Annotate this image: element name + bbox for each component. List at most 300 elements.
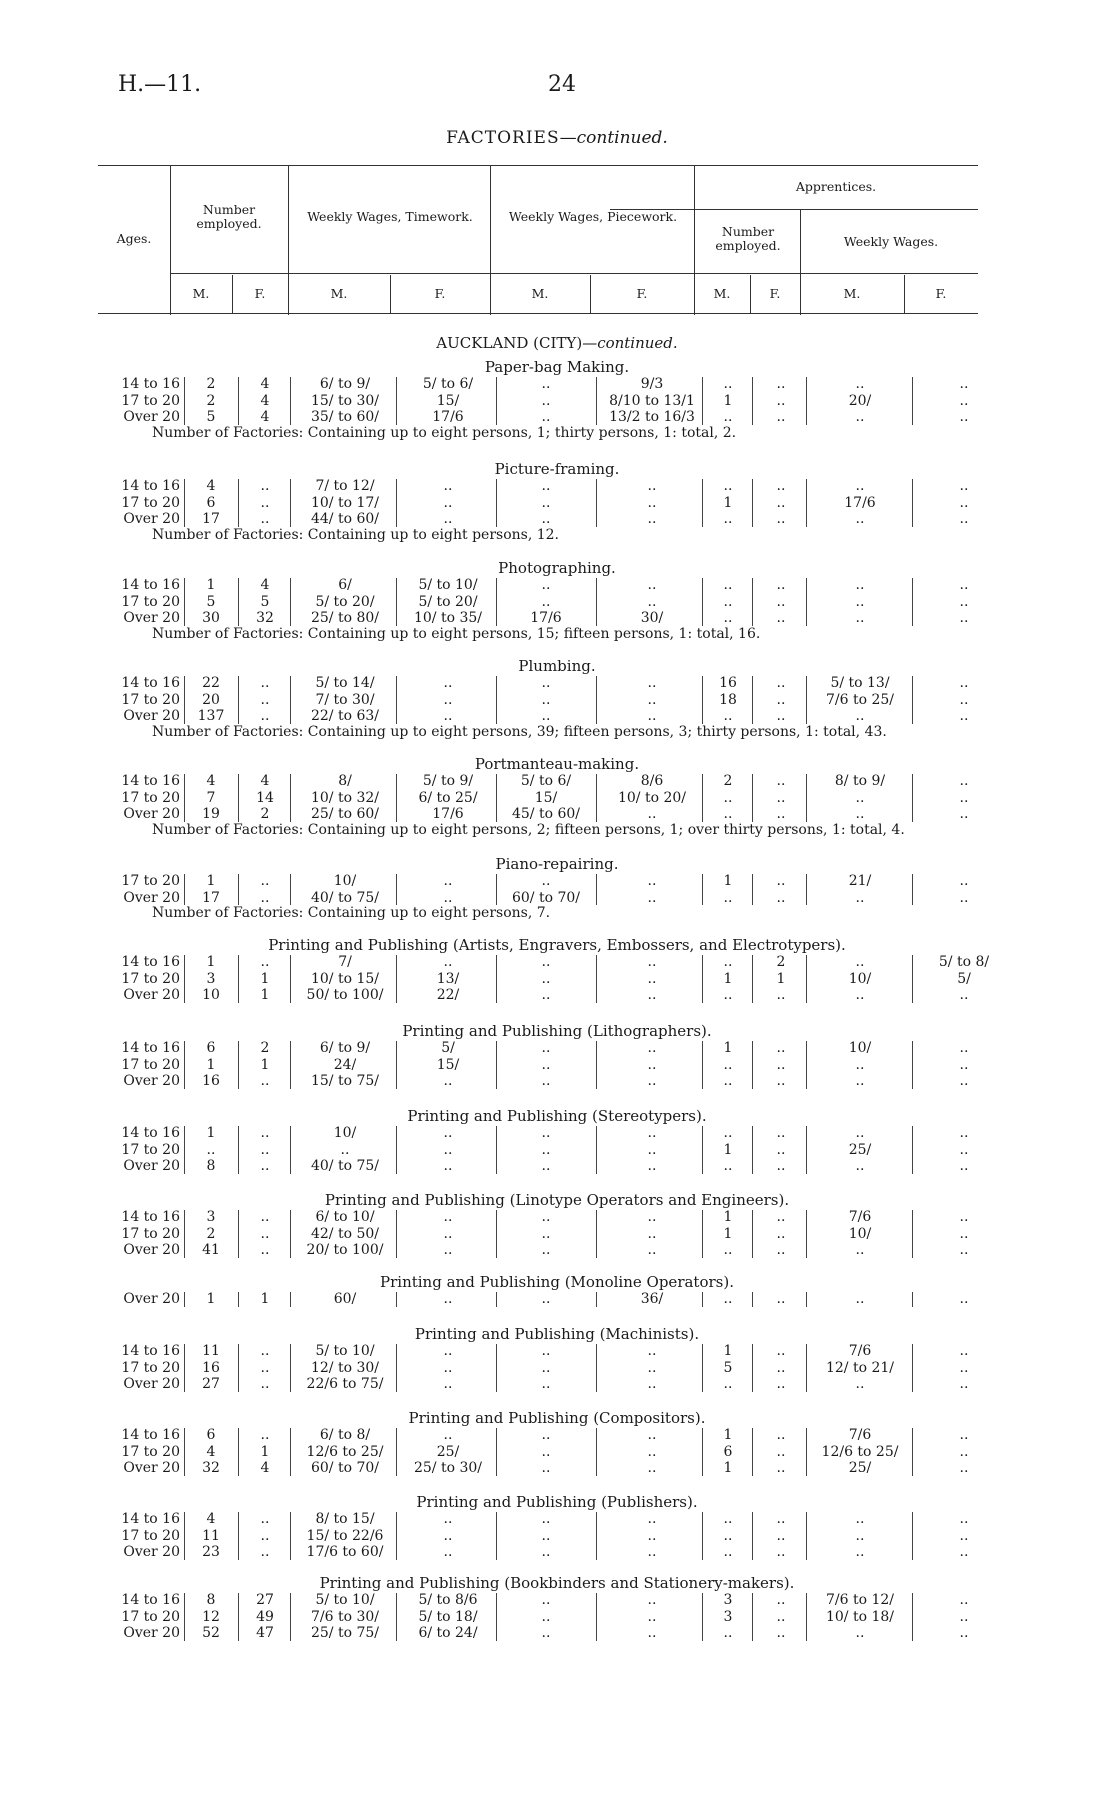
row-cell: ..: [541, 1125, 551, 1141]
row-cell: 2: [260, 806, 270, 823]
row-cell: ..: [260, 675, 270, 691]
row-cell: ..: [776, 1209, 786, 1225]
column-rule: [238, 377, 239, 425]
row-cell: ..: [443, 708, 453, 725]
row-cell: 2: [260, 1040, 270, 1056]
column-rule: [184, 1041, 185, 1089]
column-rule: [238, 479, 239, 527]
column-rule: [290, 1292, 291, 1307]
row-cell: ..: [443, 873, 453, 889]
column-rule: [752, 1428, 753, 1476]
column-rule: [596, 774, 597, 822]
row-cell: 17/6: [432, 409, 464, 426]
row-cell: 6: [723, 1443, 733, 1460]
row-cell: ..: [443, 1209, 453, 1225]
table-row: [0, 610, 1114, 627]
row-cell: ..: [541, 1291, 551, 1307]
table-row: [0, 1427, 1114, 1444]
row-cell: 5/ to 8/: [938, 954, 990, 970]
column-rule: [396, 1041, 397, 1089]
row-cell: ..: [723, 987, 733, 1004]
row-cell: ..: [855, 889, 865, 906]
row-age: 14 to 16: [121, 1592, 180, 1608]
row-cell: ..: [959, 1427, 969, 1443]
row-cell: ..: [647, 511, 657, 528]
row-age: 14 to 16: [121, 954, 180, 970]
row-cell: ..: [647, 1527, 657, 1544]
column-rule: [702, 377, 703, 425]
column-rule: [596, 1512, 597, 1560]
sub-f: F.: [254, 286, 266, 301]
row-cell: 1: [206, 1291, 216, 1307]
row-cell: ..: [723, 789, 733, 806]
row-cell: ..: [443, 691, 453, 708]
column-rule: [396, 1428, 397, 1476]
row-cell: ..: [855, 409, 865, 426]
row-cell: ..: [647, 691, 657, 708]
row-cell: 19: [202, 806, 220, 823]
column-rule: [238, 1126, 239, 1174]
row-cell: 1: [723, 392, 733, 409]
row-cell: ..: [541, 1544, 551, 1561]
row-cell: ..: [855, 577, 865, 593]
row-cell: ..: [443, 1141, 453, 1158]
row-cell: 32: [256, 610, 274, 627]
row-cell: ..: [541, 1343, 551, 1359]
column-rule: [912, 1126, 913, 1174]
row-cell: 10/ to 20/: [617, 789, 687, 806]
row-cell: 22: [202, 675, 220, 691]
row-cell: ..: [959, 409, 969, 426]
row-cell: 25/: [848, 1141, 872, 1158]
row-age: 17 to 20: [121, 1608, 180, 1625]
row-cell: ..: [959, 708, 969, 725]
column-rule: [238, 874, 239, 905]
row-cell: 4: [260, 773, 270, 789]
column-rule: [290, 774, 291, 822]
row-cell: ..: [776, 1056, 786, 1073]
row-cell: ..: [723, 1511, 733, 1527]
row-cell: 16: [202, 1359, 220, 1376]
row-cell: ..: [855, 1376, 865, 1393]
row-cell: ..: [959, 987, 969, 1004]
column-rule: [396, 676, 397, 724]
row-cell: 4: [206, 773, 216, 789]
row-cell: 5: [206, 409, 216, 426]
column-rule: [806, 1292, 807, 1307]
trade-title: Piano-repairing.: [495, 855, 619, 873]
column-rule: [806, 479, 807, 527]
column-rule: [290, 578, 291, 626]
row-cell: 4: [260, 409, 270, 426]
row-cell: ..: [959, 1527, 969, 1544]
row-cell: 17: [202, 511, 220, 528]
row-cell: ..: [723, 1625, 733, 1642]
row-cell: ..: [647, 577, 657, 593]
row-cell: 18: [719, 691, 737, 708]
row-cell: ..: [776, 1073, 786, 1090]
row-cell: ..: [260, 494, 270, 511]
table-row: [0, 495, 1114, 512]
row-cell: ..: [959, 577, 969, 593]
row-cell: ..: [443, 1376, 453, 1393]
table-row: [0, 511, 1114, 528]
sub-m: M.: [843, 286, 861, 301]
column-header-table: [98, 165, 978, 315]
column-rule: [596, 1041, 597, 1089]
row-cell: 5/ to 14/: [315, 675, 375, 691]
row-cell: ..: [260, 1427, 270, 1443]
row-cell: 52: [202, 1625, 220, 1642]
row-cell: ..: [776, 478, 786, 494]
row-cell: 1: [723, 873, 733, 889]
row-cell: ..: [443, 1427, 453, 1443]
column-rule: [596, 1593, 597, 1641]
column-rule: [596, 955, 597, 1003]
table-row: [0, 1291, 1114, 1308]
row-cell: ..: [260, 478, 270, 494]
factories-note: Number of Factories: Containing up to eight persons, 1; thirty persons, 1: total, 2.: [152, 425, 737, 442]
row-cell: ..: [443, 1125, 453, 1141]
row-cell: ..: [541, 1376, 551, 1393]
row-cell: ..: [959, 773, 969, 789]
row-cell: ..: [443, 1544, 453, 1561]
column-rule: [496, 578, 497, 626]
row-cell: ..: [647, 806, 657, 823]
row-cell: 1: [776, 970, 786, 987]
row-cell: ..: [443, 1158, 453, 1175]
column-rule: [596, 1344, 597, 1392]
row-cell: ..: [541, 392, 551, 409]
table-row: [0, 577, 1114, 594]
column-rule: [290, 676, 291, 724]
table-row: [0, 790, 1114, 807]
row-cell: 6: [206, 494, 216, 511]
row-cell: 25/ to 30/: [413, 1460, 483, 1477]
row-cell: 35/ to 60/: [310, 409, 380, 426]
column-rule: [290, 955, 291, 1003]
row-cell: 25/ to 80/: [310, 610, 380, 627]
row-cell: ..: [959, 376, 969, 392]
trade-title: Printing and Publishing (Linotype Operators and Engineers).: [324, 1191, 790, 1209]
row-cell: 10: [202, 987, 220, 1004]
sub-f: F.: [434, 286, 446, 301]
table-row: [0, 1040, 1114, 1057]
row-cell: 60/ to 70/: [511, 889, 581, 906]
table-row: [0, 708, 1114, 725]
row-cell: ..: [443, 1527, 453, 1544]
col-weekly-piecework: Weekly Wages, Piecework.: [508, 209, 678, 224]
row-cell: ..: [959, 1073, 969, 1090]
trade-title: Printing and Publishing (Compositors).: [408, 1409, 706, 1427]
row-age: 17 to 20: [121, 873, 180, 889]
row-cell: 7/6 to 25/: [825, 691, 895, 708]
row-cell: 17/6: [530, 610, 562, 627]
row-cell: ..: [723, 889, 733, 906]
row-cell: 20/ to 100/: [306, 1242, 384, 1259]
column-rule: [596, 479, 597, 527]
row-cell: 20: [202, 691, 220, 708]
row-cell: ..: [647, 1056, 657, 1073]
row-cell: ..: [776, 806, 786, 823]
row-cell: 8/10 to 13/1: [609, 392, 695, 409]
row-cell: ..: [260, 1343, 270, 1359]
row-cell: ..: [959, 610, 969, 627]
column-rule: [702, 1041, 703, 1089]
column-rule: [752, 955, 753, 1003]
row-cell: 7/ to 30/: [315, 691, 375, 708]
column-rule: [496, 1344, 497, 1392]
row-cell: 12/ to 30/: [310, 1359, 380, 1376]
column-rule: [396, 377, 397, 425]
factories-note: Number of Factories: Containing up to eight persons, 39; fifteen persons, 3; thirty persons, 1: total, 43.: [152, 724, 887, 741]
row-cell: 10/ to 35/: [413, 610, 483, 627]
column-rule: [806, 676, 807, 724]
row-cell: ..: [855, 1056, 865, 1073]
row-cell: ..: [206, 1141, 216, 1158]
column-rule: [912, 1593, 913, 1641]
row-cell: 4: [260, 376, 270, 392]
column-rule: [596, 377, 597, 425]
row-cell: ..: [776, 1527, 786, 1544]
row-cell: ..: [776, 1625, 786, 1642]
row-age: Over 20: [123, 1291, 180, 1307]
column-rule: [496, 377, 497, 425]
column-rule: [184, 1428, 185, 1476]
row-cell: ..: [776, 873, 786, 889]
row-cell: ..: [443, 1291, 453, 1307]
row-cell: 15/ to 30/: [310, 392, 380, 409]
row-cell: 7/6: [848, 1427, 872, 1443]
row-cell: 13/2 to 16/3: [609, 409, 695, 426]
table-row: [0, 1242, 1114, 1259]
row-age: 14 to 16: [121, 1511, 180, 1527]
row-cell: ..: [541, 691, 551, 708]
row-cell: ..: [855, 987, 865, 1004]
column-rule: [184, 774, 185, 822]
row-cell: ..: [647, 1544, 657, 1561]
row-cell: 10/ to 18/: [825, 1608, 895, 1625]
row-cell: 8/6: [640, 773, 664, 789]
column-rule: [596, 1210, 597, 1258]
sub-f: F.: [769, 286, 781, 301]
column-rule: [912, 774, 913, 822]
column-rule: [702, 1126, 703, 1174]
row-cell: ..: [541, 1073, 551, 1090]
row-age: 17 to 20: [121, 1443, 180, 1460]
row-cell: ..: [959, 1460, 969, 1477]
row-cell: ..: [776, 789, 786, 806]
column-rule: [596, 1428, 597, 1476]
column-rule: [496, 1512, 497, 1560]
row-cell: ..: [443, 889, 453, 906]
row-cell: 7/6 to 12/: [825, 1592, 895, 1608]
column-rule: [396, 479, 397, 527]
row-cell: 8: [206, 1158, 216, 1175]
row-cell: ..: [776, 675, 786, 691]
row-cell: 12/6 to 25/: [306, 1443, 384, 1460]
table-row: [0, 1073, 1114, 1090]
row-cell: 13/: [436, 970, 460, 987]
row-cell: 4: [206, 478, 216, 494]
row-cell: 1: [723, 1040, 733, 1056]
row-cell: ..: [443, 511, 453, 528]
row-cell: ..: [855, 806, 865, 823]
row-cell: 1: [206, 954, 216, 970]
row-age: Over 20: [123, 1242, 180, 1259]
table-row: [0, 1142, 1114, 1159]
row-cell: ..: [776, 494, 786, 511]
row-cell: 16: [719, 675, 737, 691]
trade-title: Plumbing.: [518, 657, 596, 675]
row-cell: ..: [855, 708, 865, 725]
row-cell: 2: [206, 1225, 216, 1242]
column-rule: [396, 1512, 397, 1560]
row-cell: 1: [260, 1443, 270, 1460]
row-cell: ..: [260, 1125, 270, 1141]
row-age: 17 to 20: [121, 1359, 180, 1376]
column-rule: [238, 1210, 239, 1258]
row-cell: 25/ to 75/: [310, 1625, 380, 1642]
column-rule: [806, 1344, 807, 1392]
row-cell: 14: [256, 789, 274, 806]
column-rule: [752, 1344, 753, 1392]
table-row: [0, 890, 1114, 907]
row-cell: 8/ to 15/: [315, 1511, 375, 1527]
row-cell: ..: [541, 577, 551, 593]
row-cell: 5/ to 6/: [520, 773, 572, 789]
row-cell: ..: [776, 1343, 786, 1359]
row-cell: 10/ to 32/: [310, 789, 380, 806]
row-cell: 7/6 to 30/: [310, 1608, 380, 1625]
row-cell: 5/ to 20/: [418, 593, 478, 610]
row-cell: 1: [206, 1056, 216, 1073]
column-rule: [496, 676, 497, 724]
row-cell: ..: [260, 691, 270, 708]
column-rule: [496, 955, 497, 1003]
row-cell: 3: [206, 1209, 216, 1225]
table-row: [0, 806, 1114, 823]
row-cell: 1: [723, 1225, 733, 1242]
factories-note: Number of Factories: Containing up to eight persons, 2; fifteen persons, 1; over thirty persons, 1: total, 4.: [152, 822, 905, 839]
table-row: [0, 1544, 1114, 1561]
row-cell: 17: [202, 889, 220, 906]
column-rule: [702, 578, 703, 626]
column-rule: [806, 1041, 807, 1089]
row-cell: 20/: [848, 392, 872, 409]
row-cell: ..: [541, 1056, 551, 1073]
row-cell: ..: [260, 1359, 270, 1376]
column-rule: [396, 1292, 397, 1307]
row-cell: 10/ to 17/: [310, 494, 380, 511]
column-rule: [806, 874, 807, 905]
row-cell: 60/: [333, 1291, 357, 1307]
row-age: Over 20: [123, 511, 180, 528]
row-cell: ..: [959, 511, 969, 528]
row-cell: ..: [959, 1376, 969, 1393]
row-cell: ..: [647, 708, 657, 725]
column-rule: [806, 955, 807, 1003]
column-rule: [752, 479, 753, 527]
row-cell: ..: [723, 1376, 733, 1393]
trade-title: Paper-bag Making.: [484, 358, 630, 376]
trade-title: Portmanteau-making.: [474, 755, 640, 773]
row-cell: 5/ to 6/: [422, 376, 474, 392]
row-cell: ..: [723, 593, 733, 610]
column-rule: [496, 1428, 497, 1476]
trade-title: Printing and Publishing (Publishers).: [416, 1493, 698, 1511]
row-age: Over 20: [123, 1460, 180, 1477]
table-row: [0, 1528, 1114, 1545]
row-age: 17 to 20: [121, 1141, 180, 1158]
row-cell: 15/: [534, 789, 558, 806]
row-cell: ..: [647, 593, 657, 610]
column-rule: [238, 1512, 239, 1560]
row-cell: 4: [206, 1443, 216, 1460]
table-row: [0, 478, 1114, 495]
table-row: [0, 692, 1114, 709]
row-cell: 1: [260, 970, 270, 987]
column-rule: [596, 874, 597, 905]
table-row: [0, 1343, 1114, 1360]
column-rule: [912, 1210, 913, 1258]
column-rule: [702, 1292, 703, 1307]
trade-title: Printing and Publishing (Lithographers).: [402, 1022, 712, 1040]
row-age: Over 20: [123, 987, 180, 1004]
row-cell: ..: [776, 1544, 786, 1561]
row-cell: 6/: [338, 577, 352, 593]
row-cell: ..: [723, 1544, 733, 1561]
column-rule: [184, 377, 185, 425]
column-rule: [912, 1428, 913, 1476]
row-cell: ..: [647, 1511, 657, 1527]
row-cell: 44/ to 60/: [310, 511, 380, 528]
column-rule: [596, 676, 597, 724]
row-cell: ..: [541, 1359, 551, 1376]
column-rule: [290, 1593, 291, 1641]
table-row: [0, 987, 1114, 1004]
row-cell: ..: [541, 1511, 551, 1527]
table-row: [0, 376, 1114, 393]
column-rule: [290, 479, 291, 527]
row-cell: ..: [541, 376, 551, 392]
row-cell: ..: [541, 1242, 551, 1259]
column-rule: [752, 1512, 753, 1560]
table-row: [0, 1125, 1114, 1142]
row-cell: 6/ to 9/: [319, 1040, 371, 1056]
title-suffix: —continued.: [559, 128, 668, 148]
row-cell: 5/ to 8/6: [418, 1592, 478, 1608]
row-cell: ..: [776, 1359, 786, 1376]
table-row: [0, 393, 1114, 410]
row-cell: ..: [776, 1427, 786, 1443]
row-cell: ..: [723, 376, 733, 392]
row-cell: 3: [206, 970, 216, 987]
page-title: [0, 128, 1114, 148]
column-rule: [396, 874, 397, 905]
row-cell: ..: [541, 494, 551, 511]
row-cell: ..: [723, 1073, 733, 1090]
row-cell: 11: [202, 1527, 220, 1544]
row-cell: ..: [541, 1608, 551, 1625]
column-rule: [806, 1126, 807, 1174]
row-age: 14 to 16: [121, 1125, 180, 1141]
row-cell: ..: [647, 1343, 657, 1359]
row-cell: 42/ to 50/: [310, 1225, 380, 1242]
row-cell: ..: [647, 1225, 657, 1242]
column-rule: [806, 578, 807, 626]
row-cell: ..: [855, 1527, 865, 1544]
